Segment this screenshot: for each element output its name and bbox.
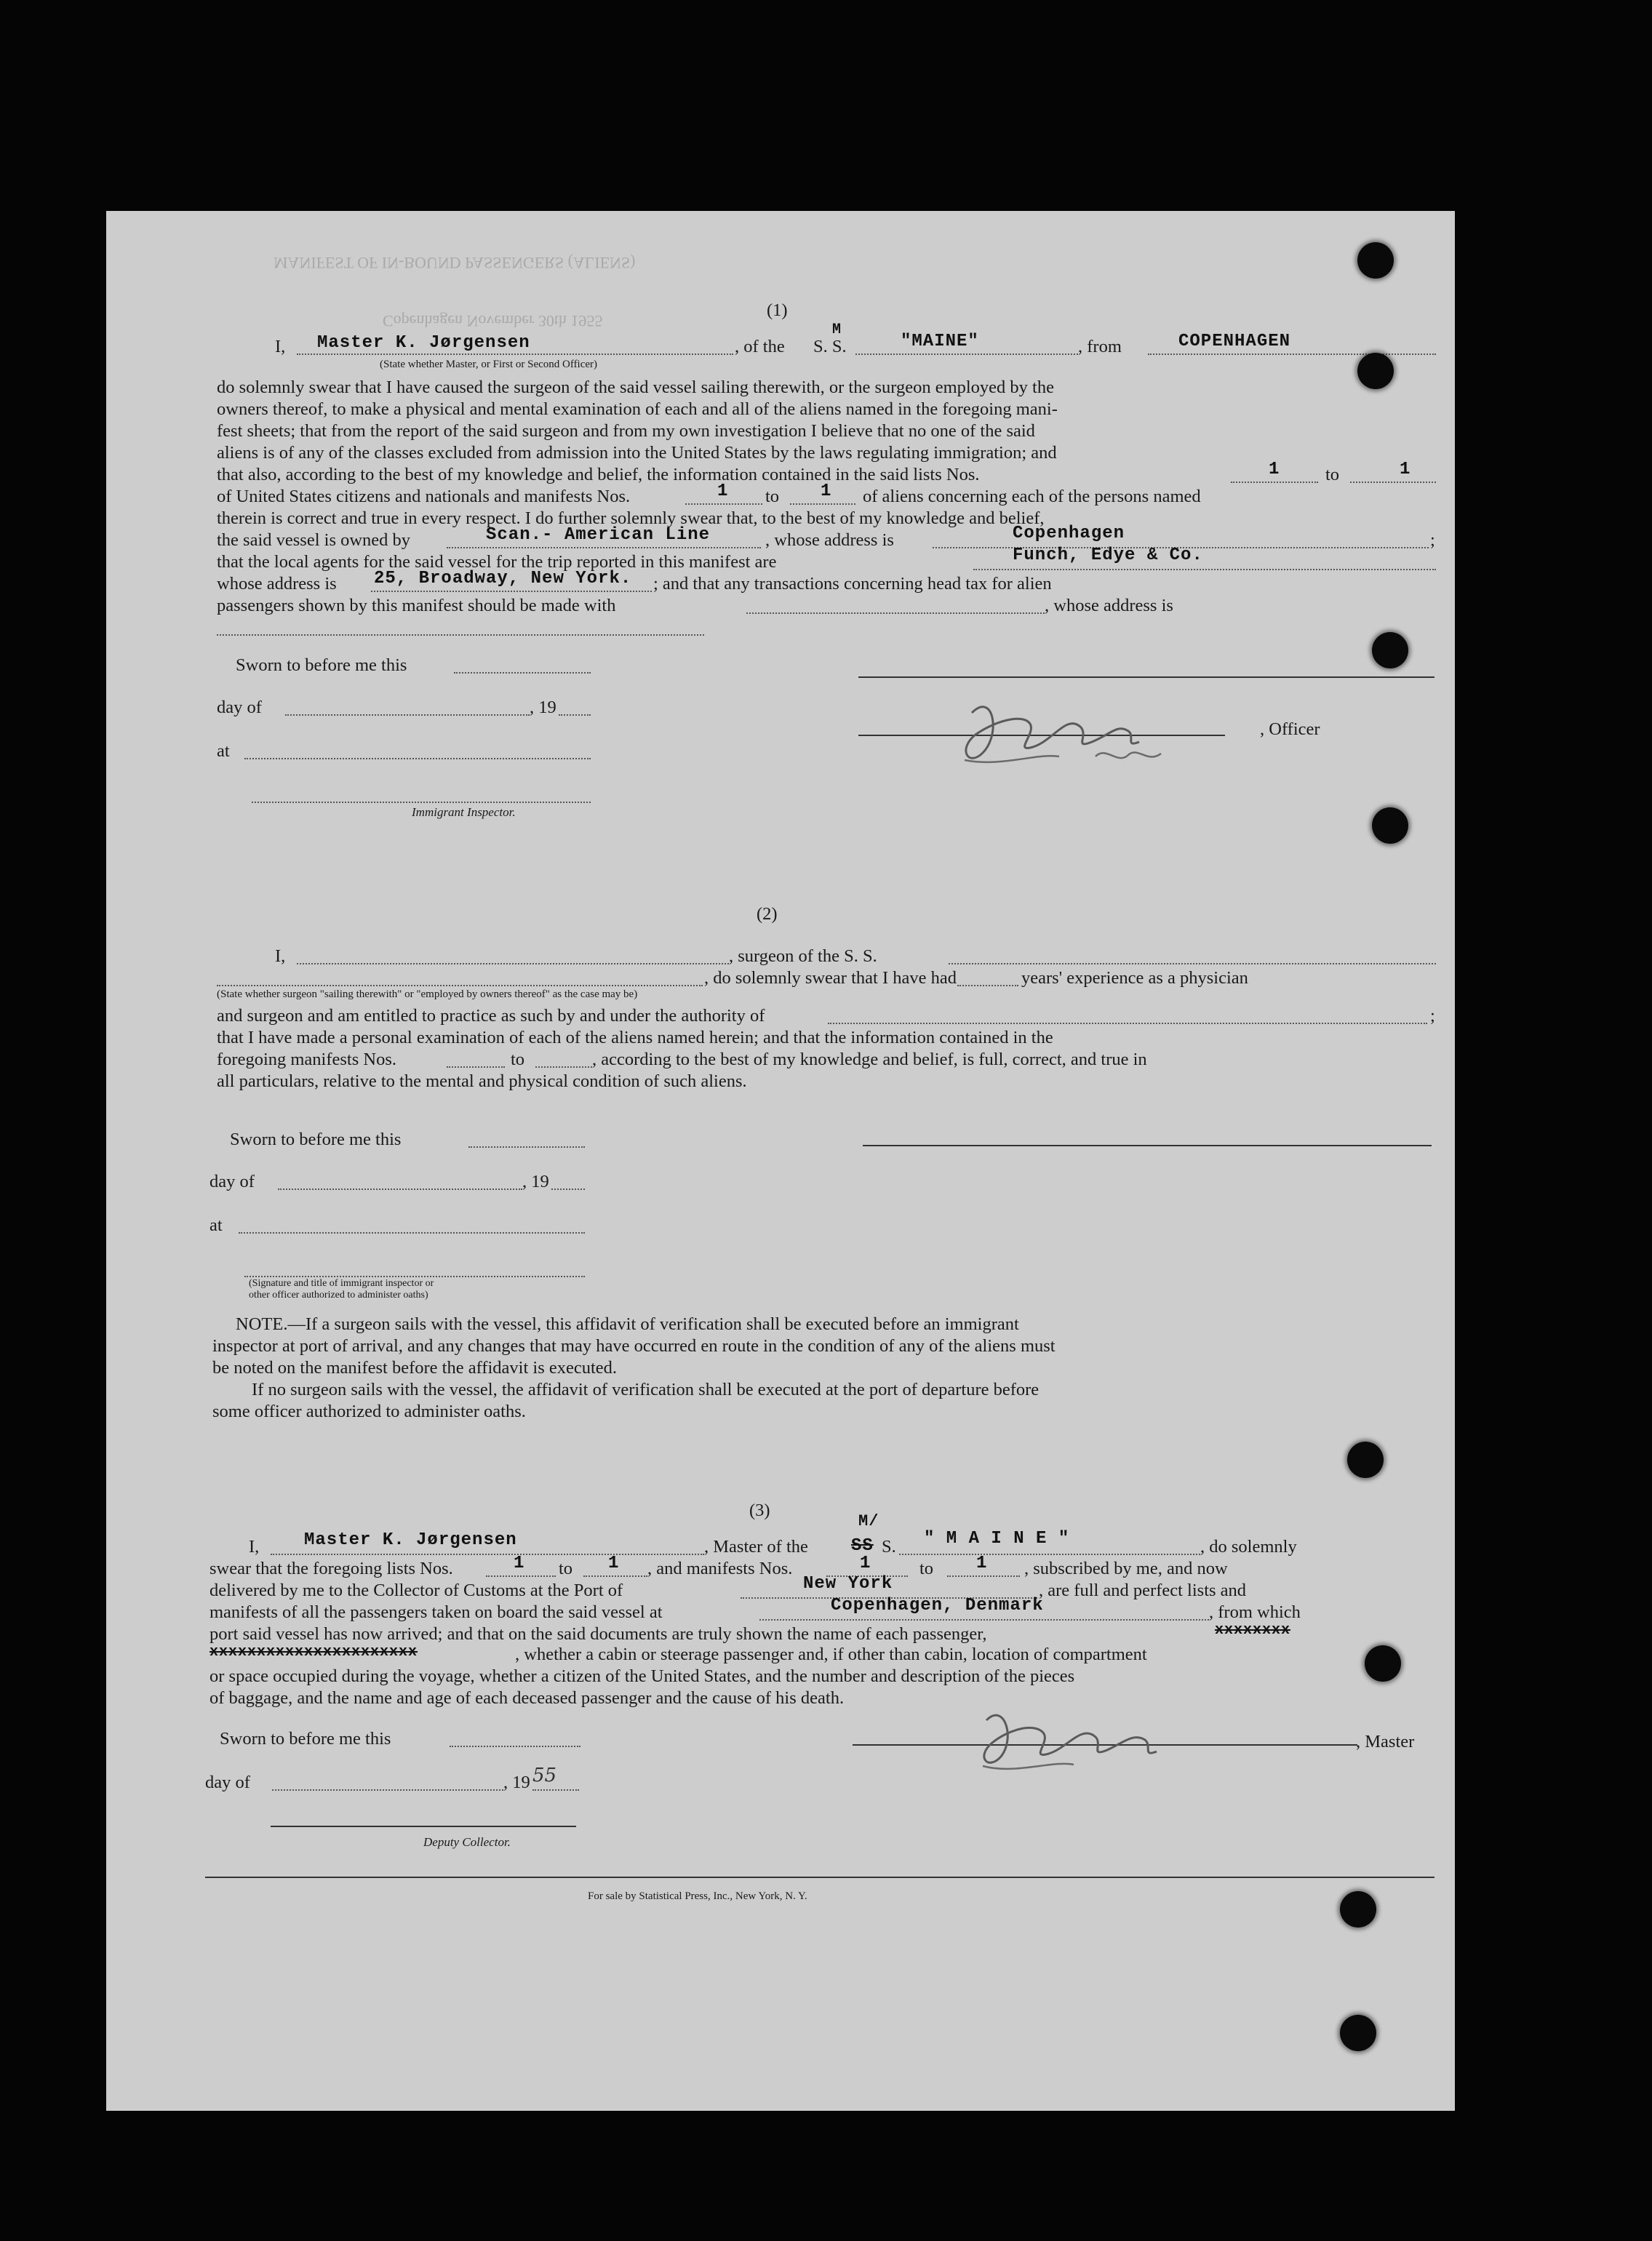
of-the-label: , of the	[735, 337, 785, 356]
oath-intro: I,	[275, 337, 286, 356]
oath-body-line: , are full and perfect lists and	[1039, 1581, 1247, 1600]
ss-correction: M/	[858, 1512, 879, 1530]
to-label: to	[919, 1559, 934, 1578]
manifest-from-field	[447, 1047, 505, 1068]
officer-signature-line-1	[858, 676, 1434, 678]
to-label: to	[511, 1050, 525, 1069]
to-label: to	[765, 487, 780, 506]
manifest-from-value: 1	[860, 1554, 871, 1573]
whose-address-label: , whose address is	[765, 530, 894, 550]
oath-body-line: fest sheets; that from the report of the said surgeon and from my own investigation I believe that no one of the said	[217, 421, 1035, 441]
oath-body-line: , from which	[1209, 1602, 1301, 1622]
local-agents-label: that the local agents for the said vessel for the trip reported in this manifest are	[217, 552, 777, 572]
manifest-page	[106, 211, 1455, 2111]
punch-hole	[1365, 1645, 1401, 1682]
semicolon: ;	[1430, 530, 1435, 550]
oath-body-line: of United States citizens and nationals and manifests Nos.	[217, 487, 631, 506]
lists-from-value: 1	[514, 1554, 525, 1573]
port-of-arrival-value: New York	[803, 1574, 893, 1594]
deputy-collector-signature-line	[271, 1826, 576, 1827]
ss-label: S. S.	[813, 337, 847, 356]
note-line: inspector at port of arrival, and any changes that may have occurred en route in the condition of any of the aliens must	[212, 1336, 1056, 1356]
lists-from-value: 1	[1269, 460, 1280, 479]
year-label: , 19	[530, 698, 556, 717]
signature-caption: other officer authorized to administer oaths)	[249, 1290, 428, 1301]
sworn-label: Sworn to before me this	[230, 1130, 402, 1149]
at-label: at	[210, 1215, 223, 1235]
master-of-label: , Master of the	[704, 1537, 808, 1557]
semicolon: ;	[1430, 1006, 1435, 1026]
oath-body-line: , according to the best of my knowledge and belief, is full, correct, and true in	[592, 1050, 1147, 1069]
day-of-field	[278, 1170, 522, 1190]
day-of-label: day of	[217, 698, 262, 717]
inspector-signature-field	[252, 783, 591, 803]
owned-by-label: the said vessel is owned by	[217, 530, 411, 550]
lists-to-value: 1	[1400, 460, 1411, 479]
head-tax-label: passengers shown by this manifest should be made with	[217, 596, 616, 615]
deputy-caption: Deputy Collector.	[423, 1835, 511, 1849]
oath-body-line: , do solemnly	[1200, 1537, 1297, 1557]
lists-to-value: 1	[608, 1554, 620, 1573]
section-2-heading: (2)	[757, 904, 778, 924]
year-label: , 19	[522, 1172, 549, 1191]
ss-correction: M	[832, 321, 842, 338]
master-signature	[965, 1695, 1226, 1782]
year-label: , 19	[503, 1773, 530, 1792]
oath-body-line: and surgeon and am entitled to practice as such by and under the authority of	[217, 1006, 765, 1026]
struck-ss: SS	[851, 1536, 874, 1556]
owner-address-value: Copenhagen	[1013, 524, 1125, 543]
head-tax-field	[746, 594, 1045, 614]
footer-rule	[205, 1877, 1434, 1878]
oath-intro: I,	[249, 1537, 260, 1557]
note-text: —If a surgeon sails with the vessel, this affidavit of verification shall be executed before an immigrant	[287, 1314, 1019, 1334]
punch-hole	[1372, 632, 1408, 668]
experience-label: years' experience as a physician	[1021, 968, 1248, 988]
bleed-through-text: MANIFEST OF IN-BOUND PASSENGERS (ALIENS)	[274, 254, 636, 272]
struck-text: xxxxxxxxxxxxxxxxxxxxxx	[210, 1644, 418, 1661]
inspector-signature-field	[244, 1257, 585, 1277]
oath-body-line: , whether a cabin or steerage passenger and, if other than cabin, location of compartment	[515, 1645, 1147, 1664]
master-name-value: Master K. Jørgensen	[317, 333, 530, 353]
years-field	[957, 966, 1018, 986]
oath-body-line: therein is correct and true in every respect. I do further solemnly swear that, to the best of my knowledge and belief,	[217, 508, 1045, 528]
experience-label: , do solemnly swear that I have had	[704, 968, 957, 988]
at-label: at	[217, 741, 230, 761]
master-label: , Master	[1356, 1732, 1415, 1751]
oath-body-line: all particulars, relative to the mental and physical condition of such aliens.	[217, 1071, 747, 1091]
from-label: , from	[1078, 337, 1122, 356]
note-label: NOTE.	[236, 1314, 288, 1334]
day-of-field	[285, 695, 530, 716]
note-line: some officer authorized to administer oaths.	[212, 1402, 526, 1421]
punch-hole	[1372, 807, 1408, 844]
year-field	[532, 1770, 579, 1791]
year-handwritten: 55	[532, 1765, 557, 1786]
punch-hole	[1357, 242, 1394, 279]
master-caption: (State whether Master, or First or Second Officer)	[380, 359, 598, 370]
to-label: to	[559, 1559, 573, 1578]
at-field	[244, 739, 591, 759]
surgeon-label: , surgeon of the S. S.	[729, 946, 877, 966]
note-line: If no surgeon sails with the vessel, the affidavit of verification shall be executed at the port of departure before	[252, 1380, 1040, 1399]
section-3-heading: (3)	[749, 1501, 770, 1520]
punch-hole	[1340, 2015, 1376, 2051]
oath-body-line: , and manifests Nos.	[647, 1559, 793, 1578]
master-name-value: Master K. Jørgensen	[304, 1530, 517, 1550]
from-port-value: COPENHAGEN	[1178, 332, 1291, 351]
oath-body-line: manifests of all the passengers taken on board the said vessel at	[210, 1602, 663, 1622]
owner-value: Scan.- American Line	[486, 525, 711, 545]
day-of-label: day of	[205, 1773, 250, 1792]
manifest-to-field	[535, 1047, 592, 1068]
sworn-field	[454, 653, 591, 674]
struck-text: xxxxxxxx	[1215, 1622, 1291, 1639]
oath-body-line: swear that the foregoing lists Nos.	[210, 1559, 453, 1578]
year-field	[559, 695, 591, 716]
oath-body-line: of baggage, and the name and age of each deceased passenger and the cause of his death.	[210, 1688, 845, 1708]
surgeon-name-field	[297, 944, 729, 964]
at-field	[239, 1213, 585, 1234]
surgeon-caption: (State whether surgeon "sailing therewith" or "employed by owners thereof" as the case may be)	[217, 988, 638, 1000]
punch-hole	[1340, 1891, 1376, 1928]
bleed-through-text: Copenhagen November 30th 1955	[383, 312, 603, 330]
officer-signature	[943, 684, 1219, 778]
oath-body-line: or space occupied during the voyage, whether a citizen of the United States, and the number and description of the pieces	[210, 1666, 1075, 1686]
sworn-field	[468, 1127, 585, 1148]
surgeon-status-field	[217, 966, 703, 986]
whose-address-label: whose address is	[217, 574, 337, 594]
year-field	[551, 1170, 585, 1190]
punch-hole	[1357, 353, 1394, 389]
vessel-name: " M A I N E "	[924, 1529, 1070, 1549]
signature-caption: (Signature and title of immigrant inspector or	[249, 1278, 434, 1289]
punch-hole	[1347, 1442, 1384, 1478]
note-line: be noted on the manifest before the affidavit is executed.	[212, 1358, 618, 1378]
lists-to-field	[1350, 463, 1436, 483]
oath-body-line: ; and that any transactions concerning head tax for alien	[653, 574, 1052, 594]
sworn-label: Sworn to before me this	[236, 655, 407, 675]
manifest-to-value: 1	[976, 1554, 988, 1573]
oath-body-line: owners thereof, to make a physical and mental examination of each and all of the aliens named in the foregoing mani-	[217, 399, 1058, 419]
agents-address-value: 25, Broadway, New York.	[374, 569, 632, 588]
whose-address-label: , whose address is	[1045, 596, 1173, 615]
oath-body-line: do solemnly swear that I have caused the surgeon of the said vessel sailing therewith, or the surgeon employed by the	[217, 378, 1054, 397]
day-of-field	[272, 1770, 503, 1791]
oath-body-line: foregoing manifests Nos.	[217, 1050, 396, 1069]
agents-value: Funch, Edye & Co.	[1013, 546, 1203, 565]
oath-body-line: delivered by me to the Collector of Customs at the Port of	[210, 1581, 623, 1600]
day-of-label: day of	[210, 1172, 255, 1191]
oath-body-line: of aliens concerning each of the persons named	[863, 487, 1201, 506]
surgeon-signature-line	[863, 1145, 1432, 1146]
surgeon-vessel-field	[949, 944, 1436, 964]
note-line	[236, 1314, 1019, 1335]
port-of-departure-value: Copenhagen, Denmark	[831, 1596, 1044, 1615]
svg-text:K. Jørgensen: K. Jørgensen	[986, 1709, 991, 1710]
manifest-to-value: 1	[821, 482, 832, 501]
sworn-label: Sworn to before me this	[220, 1729, 391, 1749]
oath-body-line: aliens is of any of the classes excluded from admission into the United States by the laws regulating immigration; and	[217, 443, 1057, 463]
authority-field	[828, 1004, 1427, 1024]
head-tax-address-field	[217, 615, 704, 636]
officer-label: , Officer	[1260, 719, 1320, 739]
sworn-field	[450, 1727, 580, 1747]
oath-body-line: port said vessel has now arrived; and that on the said documents are truly shown the name of each passenger,	[210, 1624, 987, 1644]
section-1-heading: (1)	[767, 300, 788, 320]
to-label: to	[1325, 465, 1340, 484]
oath-body-line: that I have made a personal examination of each of the aliens named herein; and that the information contained in the	[217, 1028, 1053, 1047]
ss-label: S.	[882, 1537, 896, 1557]
oath-intro: I,	[275, 946, 286, 966]
printer-credit: For sale by Statistical Press, Inc., New York, N. Y.	[588, 1890, 807, 1902]
oath-body-line: that also, according to the best of my knowledge and belief, the information contained in the said lists Nos.	[217, 465, 980, 484]
vessel-name: "MAINE"	[901, 332, 979, 351]
manifest-from-value: 1	[717, 482, 729, 501]
inspector-caption: Immigrant Inspector.	[412, 805, 516, 819]
oath-body-line: , subscribed by me, and now	[1024, 1559, 1228, 1578]
